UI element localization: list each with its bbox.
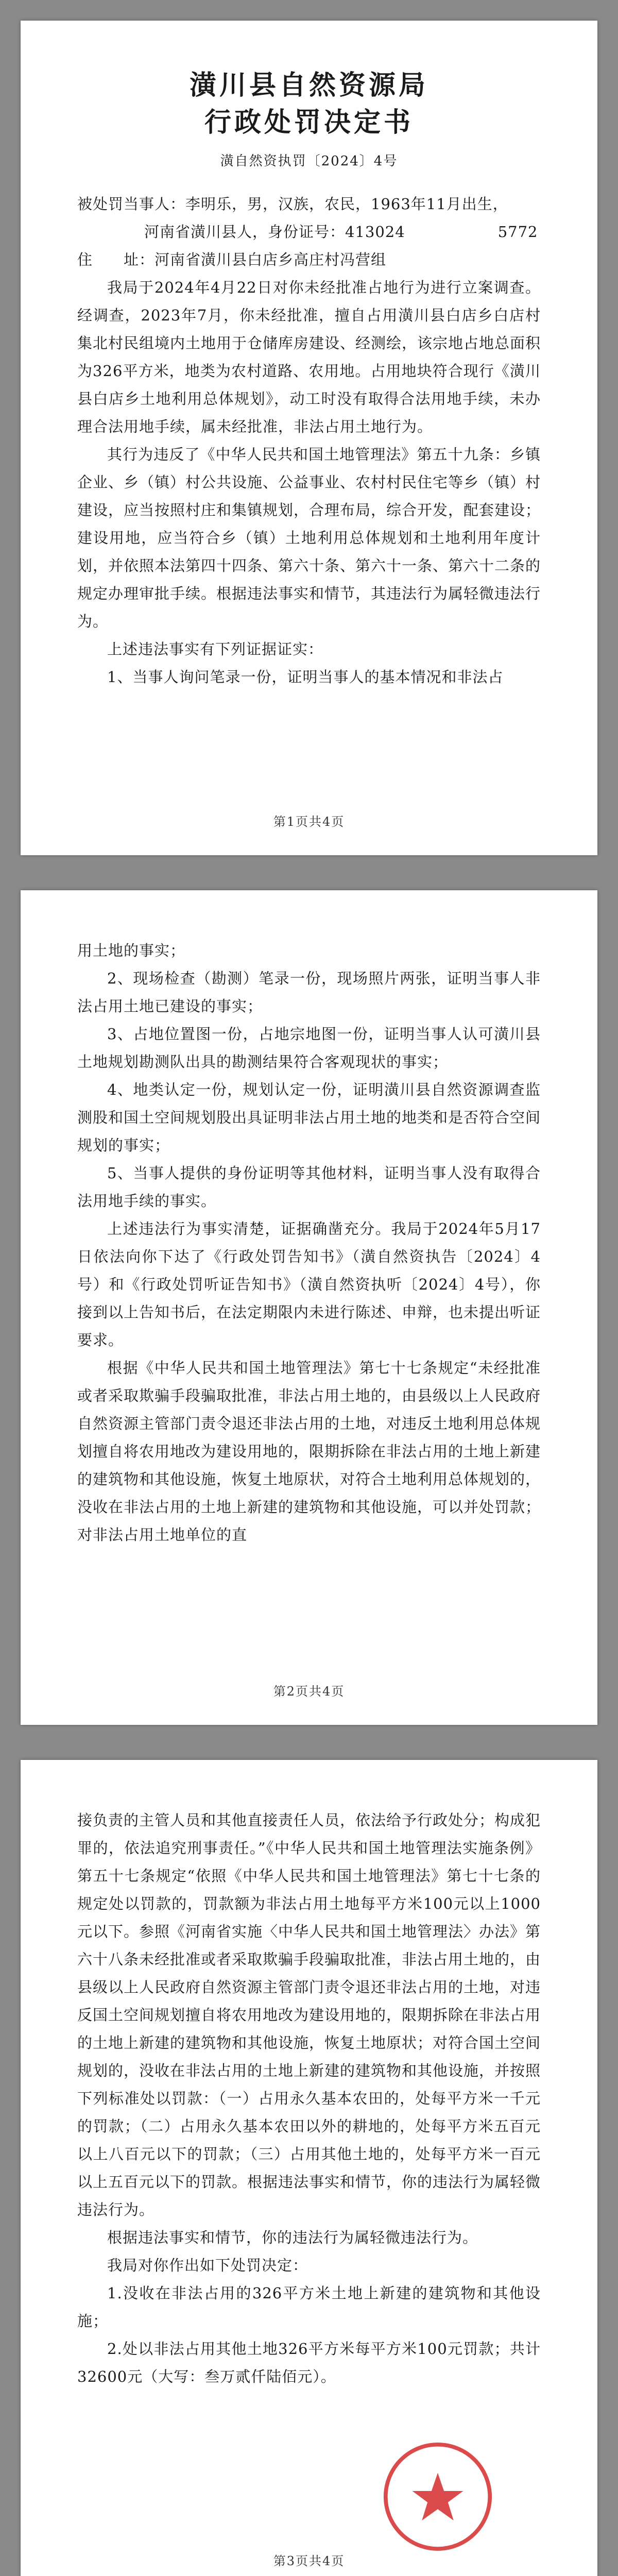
doc-title-line2: 行政处罚决定书 — [204, 107, 414, 138]
doc-title-line1: 潢川县自然资源局 — [189, 70, 428, 101]
page3-paragraph: 1.没收在非法占用的326平方米土地上新建的建筑物和其他设施； — [77, 2284, 541, 2330]
page-number: 第1页共4页 — [273, 815, 345, 829]
party-line-3: 住 址：河南省潢川县白店乡高庄村冯营组 — [77, 251, 387, 268]
party-info — [77, 190, 541, 274]
document-page-3 — [21, 1760, 597, 2576]
official-seal-icon — [381, 2440, 494, 2553]
doc-number: 潢自然资执罚〔2024〕4号 — [220, 154, 398, 169]
party-line-1: 被处罚当事人：李明乐，男，汉族，农民，1963年11月出生， — [77, 195, 508, 213]
document-page-1 — [21, 21, 597, 855]
page2-paragraph: 2、现场检查（勘测）笔录一份，现场照片两张，证明当事人非法占用土地已建设的事实； — [77, 970, 541, 1015]
page2-paragraph: 5、当事人提供的身份证明等其他材料，证明当事人没有取得合法用地手续的事实。 — [77, 1164, 541, 1210]
page1-paragraph: 1、当事人询问笔录一份，证明当事人的基本情况和非法占 — [107, 668, 504, 686]
page1-paragraph: 上述违法事实有下列证据证实： — [107, 640, 324, 658]
page-number: 第2页共4页 — [273, 1684, 345, 1699]
page3-paragraph: 接负责的主管人员和其他直接责任人员，依法给予行政处分；构成犯罪的，依法追究刑事责任。”《中华人民共和国土地管理法实施条例》第五十七条规定“依照《中华人民共和国土地管理法》第七十七条的规定处以罚款的，罚款额为非法占用土地每平方米100元以上1000元以下。参照《河南省实施〈中华人民共和国土地管理法〉办法》第六十八条未经批准或者采取欺骗手段骗取批准，非法占用土地的，由县级以上人民政府自然资源主管部门责令退还非法占用的土地，对违反国土空间规划擅自将农用地改为建设用地的，限期拆除在非法占用的土地上新建的建筑物和其他设施，恢复土地原状；对符合国土空间规划的，没收在非法占用的土地上新建的建筑物和其他设施，并按照下列标准处以罚款：（一）占用永久基本农田的，处每平方米一千元的罚款；（二）占用永久基本农田以外的耕地的，处每平方米五百元以上八百元以下的罚款；（三）占用其他土地的，处每平方米一百元以上五百元以下的罚款。根据违法事实和情节，你的违法行为属轻微违法行为。 — [77, 1811, 541, 2218]
page3-paragraph: 根据违法事实和情节，你的违法行为属轻微违法行为。 — [107, 2229, 478, 2246]
page3-paragraph: 2.处以非法占用其他土地326平方米每平方米100元罚款；共计32600元（大写：叁万贰仟陆佰元）。 — [77, 2340, 541, 2385]
document-page-2 — [21, 890, 597, 1725]
page2-paragraph: 3、占地位置图一份，占地宗地图一份，证明当事人认可潢川县土地规划勘测队出具的勘测结果符合客观现状的事实； — [77, 1025, 541, 1071]
page2-paragraph: 上述违法行为事实清楚，证据确凿充分。我局于2024年5月17日依法向你下达了《行政处罚告知书》（潢自然资执告〔2024〕4号）和《行政处罚听证告知书》（潢自然资执听〔2024〕4号），你接到以上告知书后，在法定期限内未进行陈述、申辩，也未提出听证要求。 — [77, 1220, 541, 1349]
page1-paragraph: 其行为违反了《中华人民共和国土地管理法》第五十九条：乡镇企业、乡（镇）村公共设施、公益事业、农村村民住宅等乡（镇）村建设，应当按照村庄和集镇规划，合理布局，综合开发，配套建设；建设用地，应当符合乡（镇）土地利用总体规划和土地利用年度计划，并依照本法第四十四条、第六十条、第六十一条、第六十二条的规定办理审批手续。根据违法事实和情节，其违法行为属轻微违法行为。 — [77, 446, 541, 630]
page2-paragraph: 用土地的事实； — [77, 942, 186, 959]
page1-paragraph: 我局于2024年4月22日对你未经批准占地行为进行立案调查。经调查，2023年7月，你未经批准，擅自占用潢川县白店乡白店村集北村民组境内土地用于仓储库房建设、经测绘，该宗地占地总面积为326平方米，地类为农村道路、农用地。占用地块符合现行《潢川县白店乡土地利用总体规划》，动工时没有取得合法用地手续，未办理合法用地手续，属未经批准，非法占用土地行为。 — [77, 279, 541, 435]
page2-paragraph: 根据《中华人民共和国土地管理法》第七十七条规定“未经批准或者采取欺骗手段骗取批准，非法占用土地的，由县级以上人民政府自然资源主管部门责令退还非法占用的土地，对违反土地利用总体规划擅自将农用地改为建设用地的，限期拆除在非法占用的土地上新建的建筑物和其他设施，恢复土地原状，对符合土地利用总体规划的，没收在非法占用的土地上新建的建筑物和其他设施，可以并处罚款；对非法占用土地单位的直 — [77, 1359, 541, 1544]
page-number: 第3页共4页 — [273, 2554, 345, 2568]
party-line-2: 河南省潢川县人，身份证号：413024 5772 — [144, 223, 538, 241]
page2-paragraph: 4、地类认定一份，规划认定一份，证明潢川县自然资源调查监测股和国土空间规划股出具证明非法占用土地的地类和是否符合空间规划的事实； — [77, 1081, 541, 1154]
page3-paragraph: 我局对你作出如下处罚决定： — [107, 2257, 308, 2274]
